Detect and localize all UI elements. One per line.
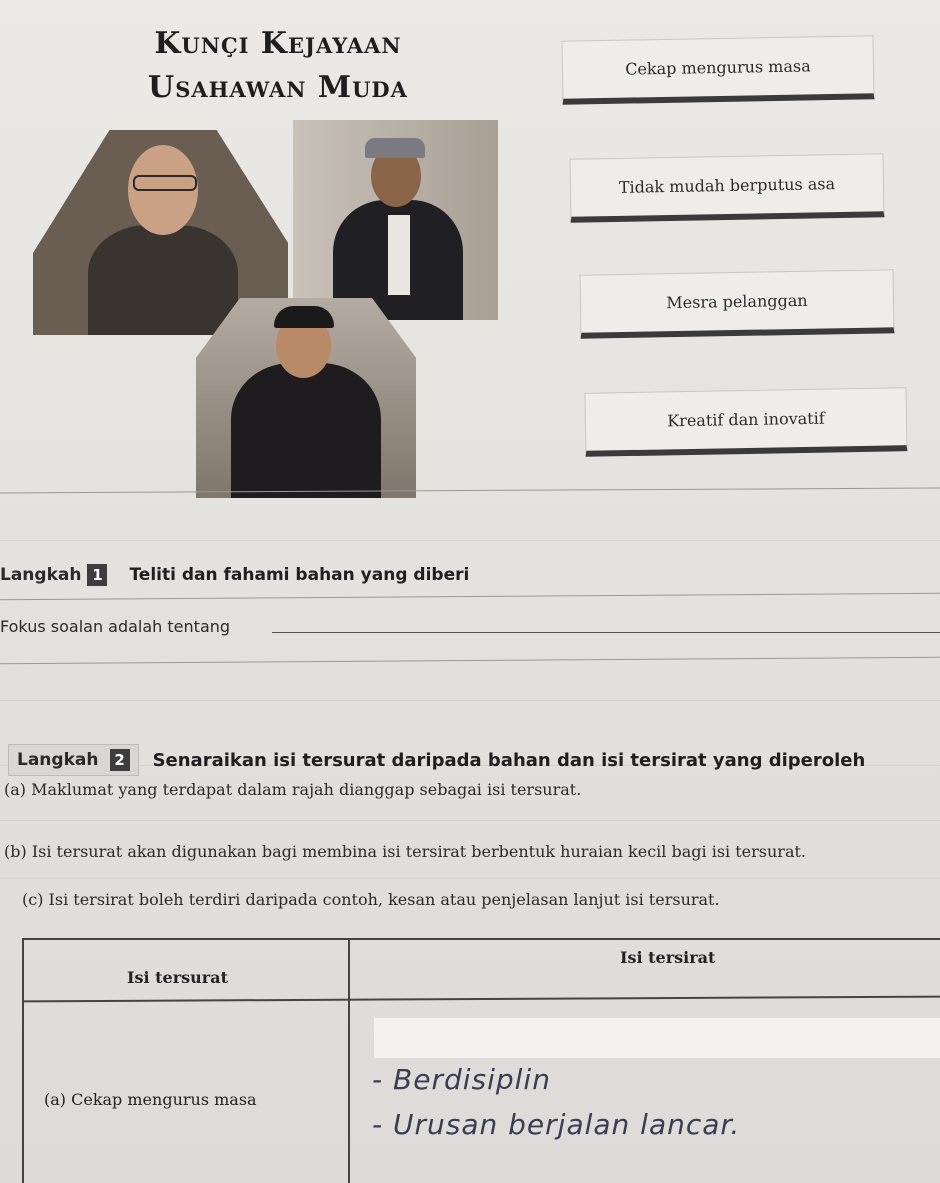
step-2-label-box xyxy=(8,744,139,776)
correction-tape xyxy=(374,1018,940,1058)
step-1-instruction: Teliti dan fahami bahan yang diberi xyxy=(129,565,470,585)
title-line-2: Usahawan Muda xyxy=(148,70,408,105)
table-top-border xyxy=(22,938,940,940)
table-left-border xyxy=(22,938,24,1183)
infographic-title xyxy=(118,22,438,110)
handwritten-answer-1[interactable]: - Berdisiplin xyxy=(372,1063,551,1096)
step-2-heading xyxy=(8,744,865,776)
note-a: (a) Maklumat yang terdapat dalam rajah dianggap sebagai isi tersurat. xyxy=(4,780,582,799)
background-line xyxy=(0,878,940,879)
step-2-label: Langkah xyxy=(17,750,99,770)
isi-table xyxy=(22,938,940,1183)
table-row-tersurat: (a) Cekap mengurus masa xyxy=(44,1090,257,1109)
step-1-rule xyxy=(0,593,940,601)
photo-entrepreneur-2 xyxy=(293,120,498,320)
title-line-1: Kunçi Kejayaan xyxy=(154,26,402,61)
step-2-instruction: Senaraikan isi tersurat daripada bahan dan isi tersirat yang diperoleh xyxy=(152,749,866,771)
trait-tag-2: Tidak mudah berputus asa xyxy=(569,153,884,222)
step-1-label: Langkah xyxy=(0,565,82,585)
handwritten-answer-2[interactable]: - Urusan berjalan lancar. xyxy=(372,1108,741,1141)
step-1-heading xyxy=(0,564,469,586)
background-line xyxy=(0,540,940,541)
focus-answer-line[interactable] xyxy=(272,632,940,633)
table-header-tersirat: Isi tersirat xyxy=(620,948,716,967)
note-b: (b) Isi tersurat akan digunakan bagi membina isi tersirat berbentuk huraian kecil bagi isi tersurat. xyxy=(4,842,806,861)
photo-collage xyxy=(28,120,498,500)
table-header-border xyxy=(22,996,940,1003)
step-1-number: 1 xyxy=(87,564,107,586)
table-column-divider xyxy=(348,938,350,1183)
trait-tag-3: Mesra pelanggan xyxy=(579,269,894,338)
photo-entrepreneur-3 xyxy=(196,298,416,498)
note-c: (c) Isi tersirat boleh terdiri daripada contoh, kesan atau penjelasan lanjut isi tersurat. xyxy=(22,890,720,909)
answer-rule xyxy=(0,657,940,665)
background-line xyxy=(0,820,940,821)
step-2-number: 2 xyxy=(110,749,130,771)
table-header-tersurat: Isi tersurat xyxy=(127,968,228,987)
trait-tag-1: Cekap mengurus masa xyxy=(561,35,874,104)
focus-prompt: Fokus soalan adalah tentang xyxy=(0,617,231,636)
background-line xyxy=(0,700,940,701)
trait-tag-4: Kreatif dan inovatif xyxy=(584,387,907,457)
